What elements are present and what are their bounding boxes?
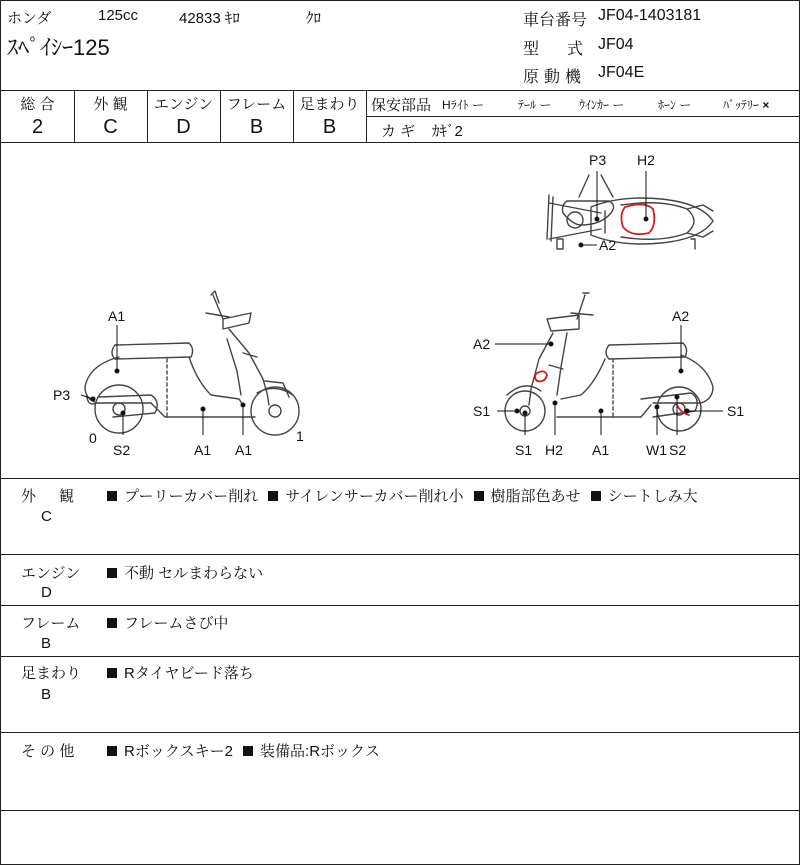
engine-label: 原動機 bbox=[523, 69, 587, 86]
right-label-s2: S2 bbox=[669, 442, 687, 458]
section-grade-suspension: B bbox=[41, 686, 52, 703]
safety-item-horn: ﾎｰﾝ ー bbox=[658, 98, 692, 112]
mileage: 42833 ｷﾛ bbox=[179, 10, 240, 27]
right-label-w1: W1 bbox=[646, 442, 667, 458]
grade-value-overall: 2 bbox=[31, 116, 44, 138]
top-view-scooter bbox=[547, 175, 713, 249]
safety-item-tail: ﾃｰﾙ ー bbox=[518, 98, 552, 112]
right-label-a2-rear: A2 bbox=[672, 308, 690, 324]
section-notes-engine bbox=[107, 562, 273, 583]
right-label-a2-front: A2 bbox=[473, 336, 491, 352]
safety-item-winker: ｳｲﾝｶｰ ー bbox=[579, 98, 625, 112]
note-item: 不動 セルまわらない bbox=[107, 565, 263, 582]
grade-value-exterior: C bbox=[103, 116, 118, 138]
left-label-p3: P3 bbox=[53, 387, 71, 403]
grade-label-suspension: 足まわり bbox=[299, 96, 360, 113]
grade-label-frame: フレーム bbox=[226, 96, 287, 113]
grade-value-frame: B bbox=[249, 116, 264, 138]
grade-label-engine: エンジン bbox=[153, 96, 214, 113]
frame-number: JF04-1403181 bbox=[598, 7, 702, 24]
grade-label-overall: 総 合 bbox=[20, 96, 55, 113]
left-label-s2: S2 bbox=[113, 442, 131, 458]
model-name: ｽﾍﾟｲｼｰ125 bbox=[7, 35, 110, 60]
model-type-label: 型 式 bbox=[523, 41, 590, 58]
safety-parts-label: 保安部品 bbox=[371, 97, 432, 114]
section-label-engine: エンジン bbox=[21, 565, 81, 582]
key-value: ｶｷﾞ2 bbox=[432, 123, 463, 140]
grade-value-suspension: B bbox=[322, 116, 337, 138]
note-item: シートしみ大 bbox=[591, 488, 698, 505]
color: ｸﾛ bbox=[306, 10, 322, 27]
note-item: フレームさび中 bbox=[107, 615, 228, 632]
grade-value-engine: D bbox=[176, 116, 191, 138]
left-label-a1-seat: A1 bbox=[108, 308, 126, 324]
top-label-h2: H2 bbox=[637, 152, 655, 168]
top-label-a2: A2 bbox=[599, 237, 617, 253]
left-label-zero: 0 bbox=[89, 430, 97, 446]
safety-item-battery: ﾊﾞｯﾃﾘｰ × bbox=[723, 98, 770, 112]
engine-model: JF04E bbox=[598, 64, 645, 81]
note-item: Rタイヤビード落ち bbox=[107, 665, 254, 682]
section-label-exterior: 外 観 bbox=[21, 488, 79, 505]
note-item: プーリーカバー削れ bbox=[107, 488, 258, 505]
section-notes-exterior bbox=[107, 485, 708, 506]
label-leader-lines bbox=[81, 171, 723, 435]
section-label-suspension: 足まわり bbox=[21, 665, 82, 682]
section-grade-exterior: C bbox=[41, 508, 52, 525]
note-item: 装備品:Rボックス bbox=[243, 743, 380, 760]
right-label-s1-wheel: S1 bbox=[515, 442, 533, 458]
top-label-p3: P3 bbox=[589, 152, 607, 168]
note-item: 樹脂部色あせ bbox=[474, 488, 581, 505]
section-label-frame: フレーム bbox=[21, 615, 81, 632]
displacement: 125cc bbox=[98, 7, 139, 24]
section-grade-engine: D bbox=[41, 584, 52, 601]
section-notes-other bbox=[107, 740, 390, 761]
frame-number-label: 車台番号 bbox=[523, 12, 588, 29]
right-label-s1-front: S1 bbox=[473, 403, 491, 419]
right-label-s1-rear: S1 bbox=[727, 403, 745, 419]
section-grade-frame: B bbox=[41, 635, 52, 652]
note-item: サイレンサーカバー削れ小 bbox=[268, 488, 463, 505]
damage-diagram bbox=[1, 143, 799, 478]
right-label-a1: A1 bbox=[592, 442, 610, 458]
left-label-a1-floor: A1 bbox=[194, 442, 212, 458]
section-label-other: そ の 他 bbox=[21, 743, 75, 760]
safety-item-headlight: Hﾗｲﾄ ー bbox=[442, 98, 485, 112]
right-label-h2: H2 bbox=[545, 442, 563, 458]
grade-label-exterior: 外 観 bbox=[93, 96, 128, 113]
key-label: カ ギ bbox=[381, 123, 416, 140]
left-label-one: 1 bbox=[296, 428, 304, 444]
model-type: JF04 bbox=[598, 36, 634, 53]
left-label-a1-front: A1 bbox=[235, 442, 253, 458]
maker: ホンダ bbox=[7, 10, 52, 27]
note-item: Rボックスキー2 bbox=[107, 743, 233, 760]
section-notes-frame bbox=[107, 612, 238, 633]
section-notes-suspension bbox=[107, 662, 264, 683]
